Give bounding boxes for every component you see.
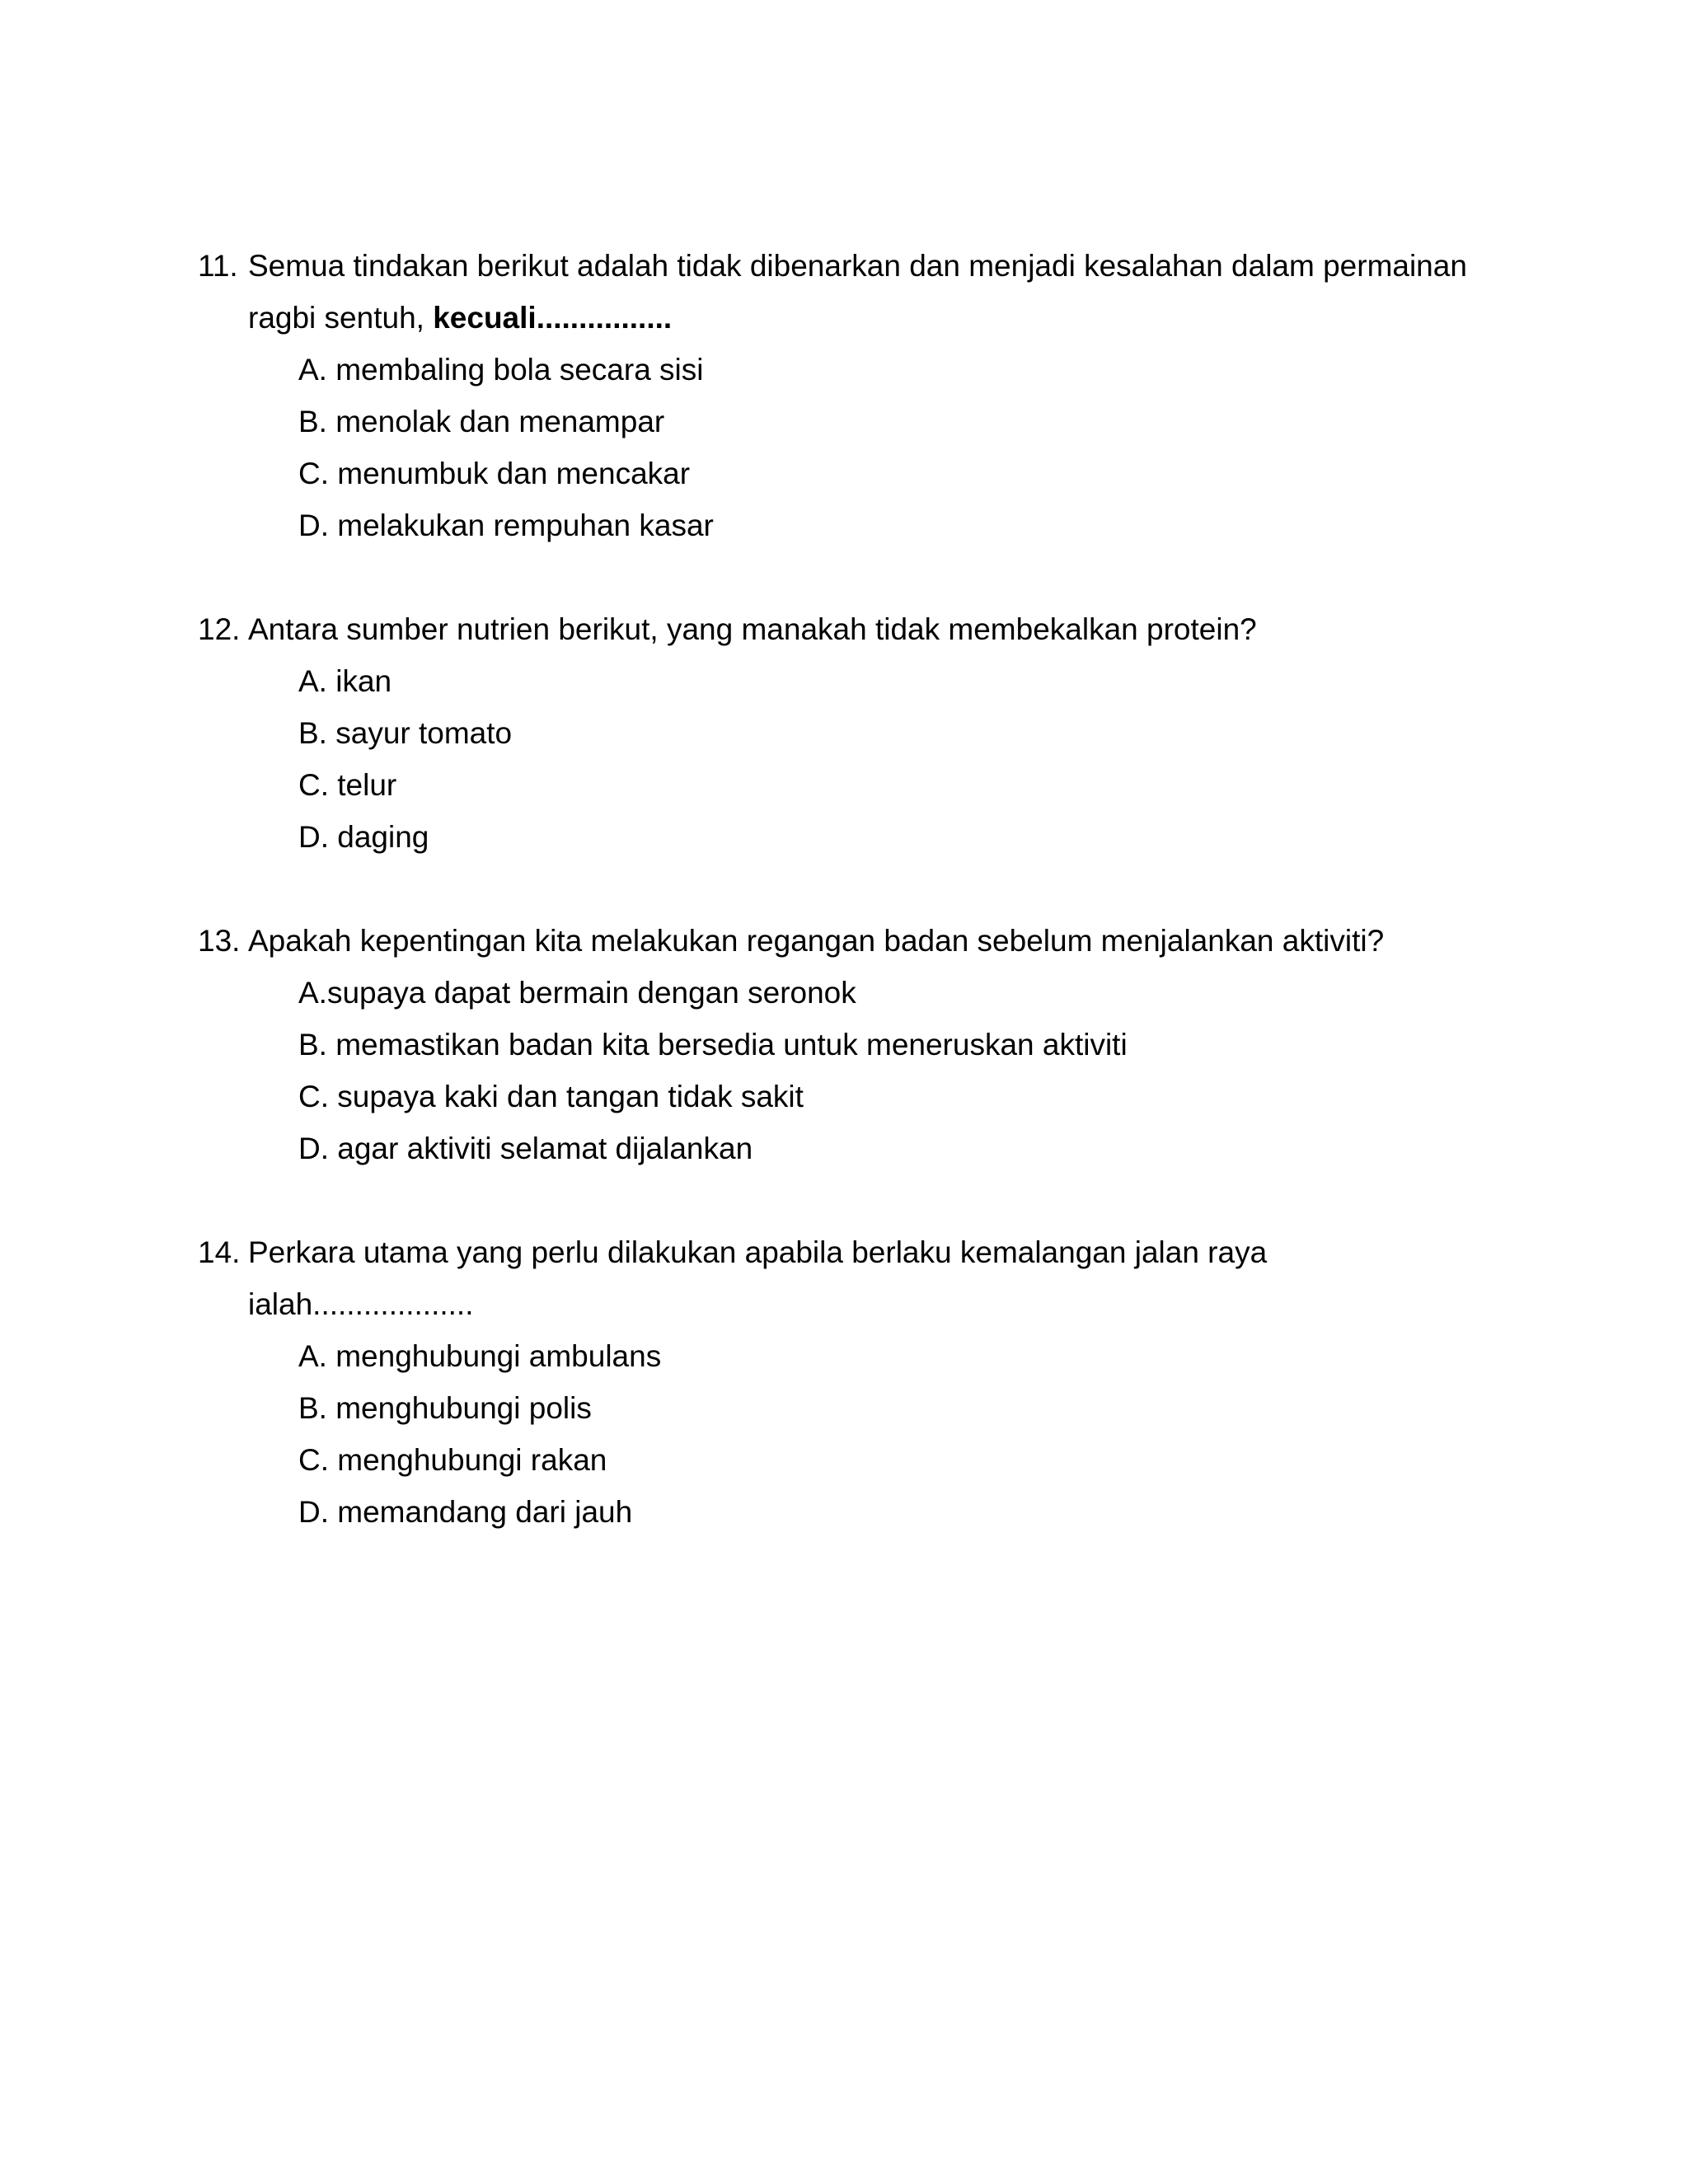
question-stem — [198, 603, 1484, 655]
option-c[interactable]: C. telur — [298, 768, 397, 802]
question-text: Perkara utama yang perlu dilakukan apabila berlaku kemalangan jalan raya ialah................... — [248, 1235, 1268, 1321]
question-text — [248, 240, 1484, 344]
option-b[interactable]: B. memastikan badan kita bersedia untuk meneruskan aktiviti — [298, 1028, 1128, 1062]
question-13 — [198, 915, 1484, 1174]
option-d[interactable]: D. melakukan rempuhan kasar — [298, 509, 714, 542]
question-text-body: Semua tindakan berikut adalah tidak dibenarkan dan menjadi kesalahan dalam permainan ragbi sentuh, — [248, 249, 1467, 335]
answer-options — [198, 655, 1484, 863]
question-number: 13. — [198, 924, 241, 958]
question-12 — [198, 603, 1484, 863]
question-number: 12. — [198, 612, 241, 646]
answer-options — [198, 344, 1484, 551]
option-b[interactable]: B. menolak dan menampar — [298, 405, 665, 438]
option-d[interactable]: D. agar aktiviti selamat dijalankan — [298, 1132, 753, 1165]
option-b[interactable]: B. menghubungi polis — [298, 1391, 592, 1425]
option-d[interactable]: D. daging — [298, 820, 429, 854]
answer-options — [198, 1330, 1484, 1538]
question-14 — [198, 1226, 1484, 1538]
question-number: 11. — [198, 249, 238, 283]
question-text: Antara sumber nutrien berikut, yang manakah tidak membekalkan protein? — [248, 612, 1257, 646]
option-a[interactable]: A. menghubungi ambulans — [298, 1339, 662, 1373]
question-text: Apakah kepentingan kita melakukan regangan badan sebelum menjalankan aktiviti? — [248, 924, 1385, 958]
option-a[interactable]: A. ikan — [298, 664, 392, 698]
question-emphasis: kecuali................ — [433, 301, 673, 335]
answer-options — [198, 967, 1484, 1174]
option-b[interactable]: B. sayur tomato — [298, 716, 513, 750]
question-11 — [198, 240, 1484, 551]
question-number: 14. — [198, 1235, 241, 1269]
question-stem — [198, 240, 1484, 344]
option-a[interactable]: A. membaling bola secara sisi — [298, 353, 704, 387]
option-a[interactable]: A.supaya dapat bermain dengan seronok — [298, 976, 856, 1010]
question-stem — [198, 1226, 1484, 1330]
question-stem — [198, 915, 1484, 967]
option-d[interactable]: D. memandang dari jauh — [298, 1495, 633, 1529]
option-c[interactable]: C. supaya kaki dan tangan tidak sakit — [298, 1080, 804, 1113]
option-c[interactable]: C. menghubungi rakan — [298, 1443, 607, 1477]
option-c[interactable]: C. menumbuk dan mencakar — [298, 457, 691, 490]
